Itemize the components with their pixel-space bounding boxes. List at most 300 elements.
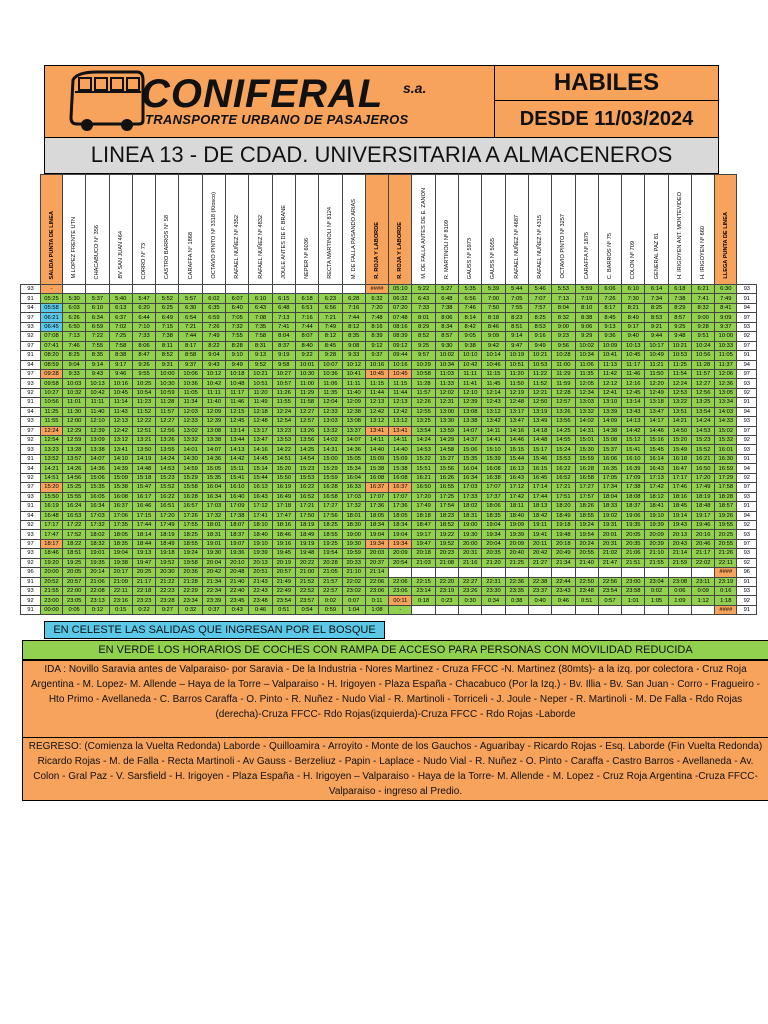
time-cell: 18:04 [598,492,621,501]
time-cell: 21:20 [482,558,505,567]
time-cell: 21:17 [132,577,155,586]
time-cell: 12:45 [226,417,249,426]
time-cell: 9:23 [552,332,575,341]
time-cell: 19:18 [156,549,179,558]
time-cell: 10:00 [156,369,179,378]
time-cell: 19:41 [528,530,551,539]
time-cell: 13:26 [295,426,318,435]
coach-number: 91 [737,454,757,463]
time-cell: 9:10 [226,351,249,360]
time-cell: 13:30 [435,417,458,426]
time-cell [482,605,505,614]
schedule-header-row [21,175,757,285]
time-cell: 14:48 [132,464,155,473]
time-cell: 8:16 [365,322,388,331]
time-cell: 6:07 [226,294,249,303]
time-cell: 12:54 [272,417,295,426]
time-cell: 16:34 [459,473,482,482]
time-cell: 14:13 [226,445,249,454]
time-cell [412,605,435,614]
time-cell [226,285,249,294]
time-cell: 11:52 [528,379,551,388]
brand-name: CONIFERAL [141,72,384,116]
time-cell: 13:12 [482,407,505,416]
column-header-label: R. ROJA Y LABORDE [397,222,404,279]
column-header [598,175,621,285]
time-cell: 12:03 [179,407,202,416]
time-cell: 20:33 [342,558,365,567]
time-cell: 18:46 [272,530,295,539]
time-cell: 17:27 [319,502,342,511]
time-cell: 6:40 [226,303,249,312]
time-cell: 10:13 [622,341,645,350]
time-cell: 14:21 [668,417,691,426]
time-cell: 14:19 [132,454,155,463]
time-cell: 16:50 [692,464,715,473]
time-cell: 19:58 [179,558,202,567]
time-cell: 20:48 [226,568,249,577]
time-cell: 17:17 [41,520,63,529]
table-row [21,294,757,303]
time-cell: 9:37 [179,360,202,369]
coach-number: 96 [737,568,757,577]
time-cell: 10:17 [645,341,668,350]
brand-tagline: TRANSPORTE URBANO DE PASAJEROS [145,112,409,127]
time-cell: 17:34 [598,483,621,492]
time-cell: 15:05 [202,464,225,473]
time-cell: 19:24 [575,520,598,529]
time-cell: 18:49 [295,530,318,539]
time-cell: 12:55 [412,407,435,416]
time-cell [319,285,342,294]
time-cell: 0:27 [156,605,179,614]
time-cell: 23:11 [692,577,715,586]
time-cell: 19:34 [482,530,505,539]
time-cell: 11:05 [179,388,202,397]
time-cell: 23:39 [202,596,225,605]
time-cell: 21:10 [342,568,365,577]
time-cell: 13:49 [528,417,551,426]
time-cell: 19:46 [692,520,715,529]
time-cell: 11:20 [249,388,272,397]
time-cell: 14:26 [63,464,86,473]
time-cell: 8:18 [482,313,505,322]
time-cell: 15:37 [598,445,621,454]
time-cell: 9:57 [412,351,435,360]
time-cell: 14:53 [156,464,179,473]
time-cell: #### [365,285,388,294]
time-cell: 13:12 [365,417,388,426]
time-cell: 20:00 [459,539,482,548]
coach-number: 97 [737,369,757,378]
time-cell: 7:48 [365,313,388,322]
time-cell: 22:27 [459,577,482,586]
time-cell: 1:09 [668,596,691,605]
time-cell: 9:29 [575,332,598,341]
time-cell: 12:48 [505,398,528,407]
time-cell: 17:38 [622,483,645,492]
time-cell: 21:06 [86,577,109,586]
time-cell: 22:23 [156,587,179,596]
coach-number: 92 [737,388,757,397]
time-cell: 20:18 [412,549,435,558]
column-header-label: H. IRIGOYEN ANT. MONTEVIDEO [676,191,683,279]
time-cell: 8:14 [459,313,482,322]
time-cell: 19:20 [41,558,63,567]
time-cell: 13:25 [412,417,435,426]
time-cell: 15:23 [156,473,179,482]
time-cell: 8:46 [482,322,505,331]
table-row [21,369,757,378]
time-cell: 11:11 [342,379,365,388]
time-cell: 10:30 [295,369,318,378]
time-cell: 0:46 [552,596,575,605]
time-cell: 8:31 [249,341,272,350]
time-cell: 19:22 [435,530,458,539]
time-cell: 14:38 [598,426,621,435]
time-cell: 10:27 [41,388,63,397]
time-cell: 11:35 [575,369,598,378]
time-cell [459,568,482,577]
time-cell: 16:52 [295,492,318,501]
time-cell: 0:51 [575,596,598,605]
time-cell: 20:42 [528,549,551,558]
time-cell: 1:01 [622,596,645,605]
table-row [21,558,757,567]
bus-icon [67,70,145,132]
time-cell: 23:06 [365,587,388,596]
time-cell: 18:35 [109,539,132,548]
time-cell: 0:02 [645,587,668,596]
time-cell: 7:32 [226,322,249,331]
time-cell: 10:42 [459,360,482,369]
time-cell: 17:35 [109,520,132,529]
time-cell: 6:56 [319,303,342,312]
time-cell: 8:32 [692,303,715,312]
time-cell: 1:12 [692,596,715,605]
time-cell: 17:54 [435,502,458,511]
time-cell: 8:35 [342,332,365,341]
time-cell: 11:44 [389,388,412,397]
time-cell: 13:32 [319,426,342,435]
column-header-label: GAUSS Nº 5055 [490,237,497,279]
time-cell: 6:30 [715,285,737,294]
coach-number: 97 [21,313,41,322]
time-cell: 00:00 [41,605,63,614]
time-cell: 11:20 [505,369,528,378]
line-title: LINEA 13 - DE CDAD. UNIVERSITARIA A ALMACENEROS [44,138,719,174]
time-cell: 16:06 [598,454,621,463]
time-cell: 14:40 [389,445,412,454]
time-cell: 17:21 [295,502,318,511]
column-header [86,175,109,285]
time-cell: 19:02 [598,511,621,520]
time-cell: 8:25 [63,351,86,360]
time-cell: 13:53 [272,436,295,445]
time-cell: 15:23 [692,436,715,445]
time-cell: 19:35 [86,558,109,567]
time-cell: 23:16 [109,596,132,605]
coach-number: 97 [737,426,757,435]
time-cell: 16:08 [389,473,412,482]
time-cell: 22:18 [132,587,155,596]
coach-number: 97 [737,313,757,322]
time-cell: 17:09 [226,502,249,511]
time-cell: 14:40 [365,445,388,454]
time-cell: 21:22 [156,577,179,586]
coach-number: 93 [21,445,41,454]
column-header-label: JOULE ANTES DE F. BRANE [280,205,287,279]
time-cell: 20:57 [272,568,295,577]
time-cell: 14:53 [692,426,715,435]
time-cell: 10:54 [132,388,155,397]
table-row [21,483,757,492]
time-cell: 12:13 [389,398,412,407]
table-row [21,492,757,501]
column-header [179,175,202,285]
time-cell: 21:16 [459,558,482,567]
time-cell: 8:53 [645,313,668,322]
time-cell: 17:20 [156,511,179,520]
table-row [21,407,757,416]
time-cell: 16:26 [435,473,458,482]
time-cell: 19:35 [622,520,645,529]
time-cell: 15:58 [179,483,202,492]
outbound-route-description: IDA : Novillo Saravia antes de Valparaiso- por Saravia - De la Industria - Nores Martinez - Cruza FFCC -N. Martinez (80mts)- a la izq. por colectora - Cruz Roja Argentina - M. Lopez- M. Allende – Haya de la Torre – Valparaiso - H. Irigoyen - Plaza España - Chacabuco (Por la Izq.) - Bv. Illia - Bv. San Juan - Corro - Fragueiro - Hto Primo - Avellaneda - C. Barros Caraffa - O. Pinto - R. Nuñez - Nudo Vial - R. Martinoli - Torriceli - J. Joule - Neper - R. Martinoli - M. De Falla - Rdo Rojas (derecha)-Cruza FFCC- Rdo Rojas(izquierda)-Cruza FFCC - Rdo Rojas -Laborde [22,660,768,738]
time-cell: 18:34 [365,520,388,529]
time-cell: 15:09 [365,454,388,463]
time-cell: 12:10 [86,417,109,426]
time-cell: 20:49 [552,549,575,558]
time-cell: 14:24 [156,454,179,463]
time-cell: 15:44 [505,454,528,463]
table-row [21,464,757,473]
time-cell: 10:19 [505,351,528,360]
time-cell: 14:33 [715,417,737,426]
time-cell: 22:11 [715,558,737,567]
time-cell: 10:13 [86,379,109,388]
time-cell: 0:38 [505,596,528,605]
time-cell: 11:06 [575,360,598,369]
time-cell: 16:58 [575,473,598,482]
time-cell [179,285,202,294]
time-cell: 11:22 [528,369,551,378]
time-cell: 6:30 [179,303,202,312]
time-cell: 18:14 [132,530,155,539]
time-cell: 11:35 [319,388,342,397]
time-cell: 17:57 [575,492,598,501]
time-cell: 5:44 [505,285,528,294]
time-cell: 16:10 [622,454,645,463]
time-cell: 16:17 [132,492,155,501]
time-cell: 21:28 [179,577,202,586]
time-cell: 12:24 [272,407,295,416]
time-cell: 16:51 [156,502,179,511]
time-cell: 17:55 [179,520,202,529]
time-cell: 11:57 [692,369,715,378]
time-cell: 07:48 [389,313,412,322]
time-cell: 13:02 [179,426,202,435]
time-cell: 15:02 [715,426,737,435]
time-cell: 7:16 [295,313,318,322]
time-cell: 8:52 [156,351,179,360]
time-cell: 16:57 [179,502,202,511]
column-header-label: RAFAEL NUÑEZ Nº 4352 [234,215,241,279]
time-cell: 14:21 [41,464,63,473]
time-cell: 14:07 [459,426,482,435]
coach-number: 93 [737,417,757,426]
time-cell: 13:26 [156,436,179,445]
column-header [202,175,225,285]
time-cell: 14:25 [295,445,318,454]
time-cell: 7:49 [202,332,225,341]
time-cell: 23:35 [505,587,528,596]
time-cell: 14:56 [63,473,86,482]
time-cell: 6:43 [412,294,435,303]
time-cell: 13:25 [692,398,715,407]
table-row [21,454,757,463]
time-cell: 8:53 [528,322,551,331]
time-cell: 6:03 [63,303,86,312]
time-cell: 13:00 [435,407,458,416]
time-cell: 9:33 [63,369,86,378]
coach-number: 93 [737,322,757,331]
time-cell: 8:17 [598,303,621,312]
time-cell: 16:35 [598,464,621,473]
time-cell: 9:52 [249,360,272,369]
time-cell: 17:21 [552,483,575,492]
coach-number: 91 [21,294,41,303]
time-cell: 08:16 [389,322,412,331]
time-cell: 5:40 [109,294,132,303]
column-header [389,175,412,285]
time-cell: 16:59 [715,464,737,473]
coach-number: 97 [21,426,41,435]
time-cell: 6:06 [598,285,621,294]
time-cell: 7:46 [459,303,482,312]
coach-number: 93 [21,285,41,294]
time-cell: 16:13 [505,464,528,473]
time-cell: 10:21 [528,351,551,360]
time-cell: 17:42 [645,483,668,492]
time-cell: 19:25 [319,539,342,548]
time-cell: 22:11 [109,587,132,596]
time-cell: 11:15 [482,369,505,378]
time-cell: 13:14 [226,426,249,435]
time-cell: 18:37 [226,530,249,539]
time-cell: 21:02 [598,549,621,558]
time-cell: 16:28 [179,492,202,501]
column-header [226,175,249,285]
time-cell: 23:14 [412,587,435,596]
time-cell: 13:23 [272,426,295,435]
time-cell: 10:10 [459,351,482,360]
table-row [21,577,757,586]
time-cell: 10:25 [132,379,155,388]
time-cell: 9:43 [202,360,225,369]
time-cell: 20:55 [715,539,737,548]
column-header-label: H. IRIGOYEN Nº 660 [700,225,707,279]
time-cell: 8:21 [622,303,645,312]
time-cell: 13:17 [249,426,272,435]
time-cell: 18:33 [598,502,621,511]
time-cell: 15:12 [622,436,645,445]
column-header [272,175,295,285]
time-cell: 18:41 [645,502,668,511]
time-cell: 15:29 [319,464,342,473]
time-cell: 22:08 [86,587,109,596]
time-cell: 16:39 [622,464,645,473]
time-cell: 9:28 [319,351,342,360]
time-cell: 7:21 [179,322,202,331]
time-cell: 21:17 [692,549,715,558]
column-header-label: RAFAEL NUÑEZ Nº 4832 [257,215,264,279]
time-cell: 17:03 [342,492,365,501]
time-cell: 11:11 [459,369,482,378]
time-cell: 18:19 [156,530,179,539]
time-cell: 19:01 [86,549,109,558]
time-cell: 11:50 [645,369,668,378]
time-cell: 14:16 [249,445,272,454]
time-cell: 17:29 [715,473,737,482]
time-cell: 12:13 [365,398,388,407]
time-cell: 11:15 [365,379,388,388]
time-cell: 16:28 [319,483,342,492]
coach-number: 92 [21,473,41,482]
time-cell: 9:56 [552,341,575,350]
time-cell: 17:38 [226,511,249,520]
time-cell: 14:37 [459,436,482,445]
time-cell: 22:06 [365,577,388,586]
time-cell: 10:42 [202,379,225,388]
column-header-label: COLON Nº 709 [630,240,637,279]
time-cell: 05:10 [389,285,412,294]
time-cell: 9:40 [622,332,645,341]
time-cell: 15:35 [202,473,225,482]
time-cell: 18:17 [41,539,63,548]
time-cell: 18:49 [156,539,179,548]
time-cell: 14:48 [528,436,551,445]
time-cell: 14:09 [598,417,621,426]
time-cell: 14:16 [505,426,528,435]
time-cell: 10:45 [389,369,412,378]
time-cell: 15:10 [482,445,505,454]
time-cell: 20:13 [668,530,691,539]
time-cell: 15:52 [156,483,179,492]
time-cell: 10:41 [598,351,621,360]
time-cell: 10:45 [109,388,132,397]
time-cell: 19:36 [226,549,249,558]
time-cell: 19:30 [342,539,365,548]
table-row [21,303,757,312]
time-cell: 10:18 [226,369,249,378]
time-cell: 16:28 [575,464,598,473]
time-cell: 19:39 [645,520,668,529]
time-cell: 11:54 [668,369,691,378]
table-row [21,587,757,596]
time-cell: 11:28 [156,398,179,407]
time-cell: 20:23 [435,549,458,558]
time-cell: 13:08 [459,407,482,416]
time-cell: 10:59 [156,388,179,397]
time-cell: 6:44 [132,313,155,322]
time-cell: 18:25 [319,520,342,529]
coach-number: 94 [737,464,757,473]
time-cell: 20:46 [692,539,715,548]
column-header-label: OCTAVIO PINTO Nº 3318 (Kiosco) [210,192,217,279]
time-cell: 21:10 [645,549,668,558]
time-cell: 11:17 [226,388,249,397]
